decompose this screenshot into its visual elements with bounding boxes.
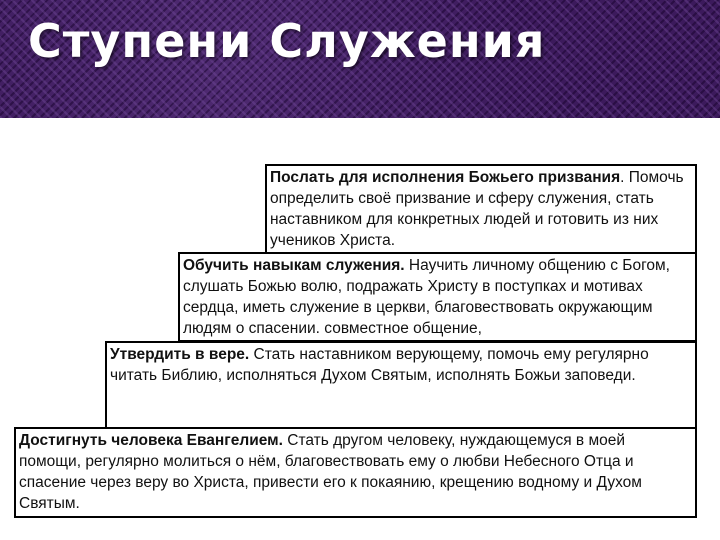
step-heading: Послать для исполнения Божьего призвания: [270, 169, 621, 186]
step-reach: [14, 427, 697, 518]
step-train: [178, 252, 697, 342]
step-text: Научить личному общению с Богом, слушать Божью волю, подражать Христу в поступках и мотивах сердца, иметь служение в церкви, благовествовать окружающим людям о спасении. совместное общение,: [183, 257, 670, 337]
step-heading: Утвердить в вере.: [110, 346, 250, 363]
step-text: Стать другом человеку, нуждающемуся в моей помощи, регулярно молиться о нём, благовествовать ему о любви Небесного Отца и спасение через веру во Христа, привести его к покаянию, крещению водному и Духом Святым.: [19, 432, 642, 512]
slide-title: Ступени Служения: [28, 14, 546, 68]
step-establish: [105, 341, 697, 429]
step-heading: Достигнуть человека Евангелием.: [19, 432, 283, 449]
step-send: [265, 164, 697, 254]
step-heading: Обучить навыкам служения.: [183, 257, 405, 274]
title-banner: [0, 0, 720, 118]
step-text: Стать наставником верующему, помочь ему регулярно читать Библию, исполняться Духом Святым, исполнять Божьи заповеди.: [110, 346, 649, 384]
step-text: . Помочь определить своё призвание и сферу служения, стать наставником для конкретных людей и готовить из них учеников Христа.: [270, 169, 684, 249]
